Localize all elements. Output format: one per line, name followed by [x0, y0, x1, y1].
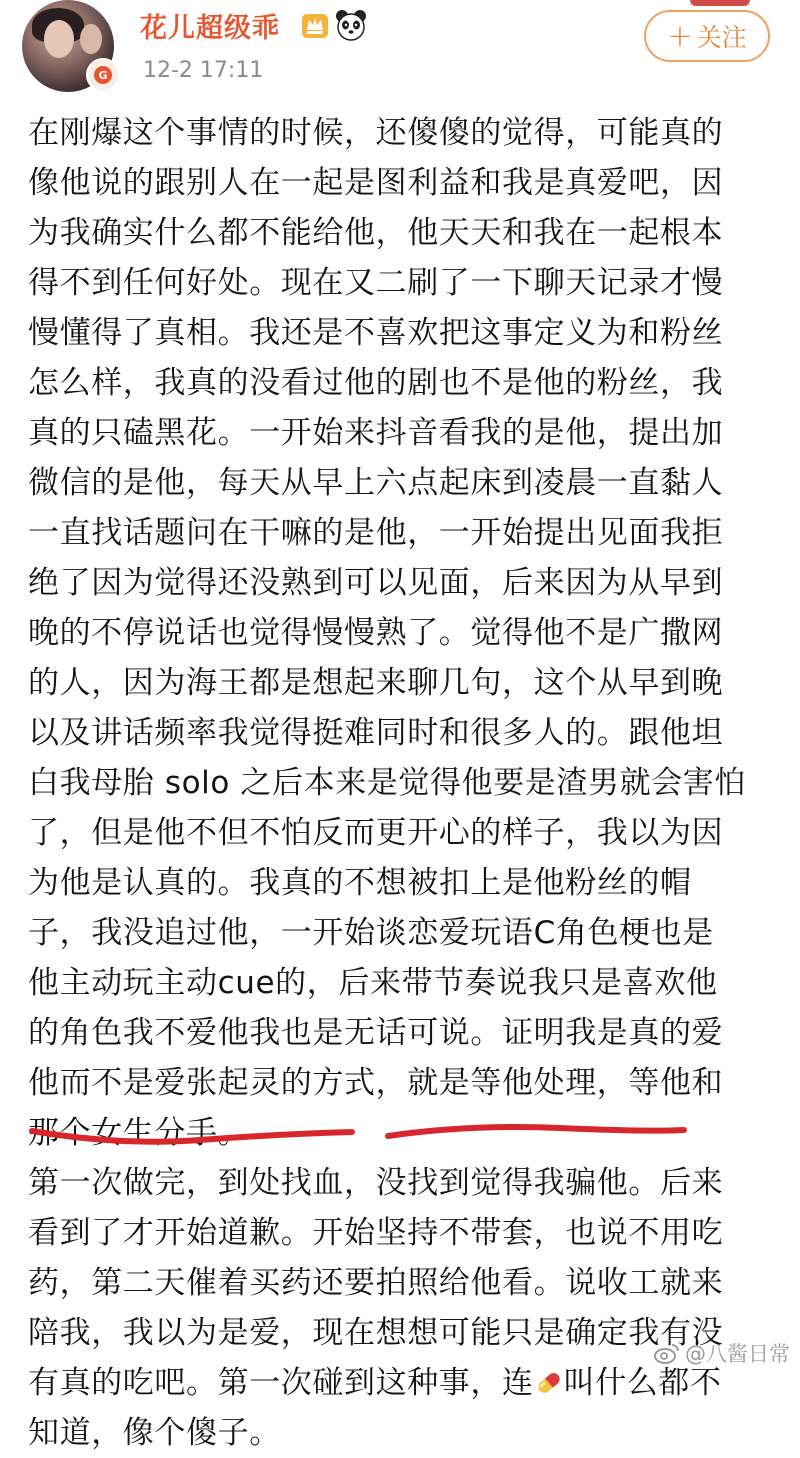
post-line: 他而不是爱张起灵的方式，就是等他处理，等他和 — [28, 1065, 724, 1101]
post-header — [0, 0, 800, 100]
post-line: 以及讲话频率我觉得挺难同时和很多人的。跟他坦 — [28, 715, 724, 751]
post-line: 他主动玩主动cue的，后来带节奏说我只是喜欢他 — [28, 965, 718, 1001]
post-timestamp: 12-2 17:11 — [143, 58, 264, 83]
post-line: 绝了因为觉得还没熟到可以见面，后来因为从早到 — [28, 565, 724, 601]
badge-dot: G — [94, 66, 112, 84]
crown-badge-icon — [300, 10, 330, 40]
post-line-underlined: 第一次做完，到处找血，没找到觉得我骗他。后来 — [28, 1165, 724, 1201]
post-line: 陪我，我以为是爱，现在想想可能只是确定我有没 — [28, 1315, 724, 1351]
watermark-text: @八酱日常 — [685, 1342, 790, 1366]
follow-button[interactable] — [644, 10, 770, 62]
post-line: 慢懂得了真相。我还是不喜欢把这事定义为和粉丝 — [28, 315, 724, 351]
post-line: 药，第二天催着买药还要拍照给他看。说收工就来 — [28, 1265, 724, 1301]
pill-icon — [534, 1368, 564, 1398]
post-line: 一直找话题问在干嘛的是他，一开始提出见面我拒 — [28, 515, 724, 551]
plus-icon: + — [667, 18, 693, 54]
post-line: 为我确实什么都不能给他，他天天和我在一起根本 — [28, 215, 724, 251]
verified-badge-icon — [86, 58, 120, 92]
weibo-icon — [653, 1341, 681, 1365]
top-decoration — [690, 0, 750, 6]
post-body — [28, 108, 778, 1458]
post-line: 得不到任何好处。现在又二刷了一下聊天记录才慢 — [28, 265, 724, 301]
post-line: 的角色我不爱他我也是无话可说。证明我是真的爱 — [28, 1015, 724, 1051]
post-line: 白我母胎 solo 之后本来是觉得他要是渣男就会害怕 — [28, 765, 747, 801]
post-line: 像他说的跟别人在一起是图利益和我是真爱吧，因 — [28, 165, 724, 201]
post-line: 了，但是他不但不怕反而更开心的样子，我以为因 — [28, 815, 724, 851]
post-line: 子，我没追过他，一开始谈恋爱玩语C角色梗也是 — [28, 915, 714, 951]
post-line: 晚的不停说话也觉得慢慢熟了。觉得他不是广撒网 — [28, 615, 724, 651]
follow-label: 关注 — [696, 23, 747, 52]
post-line-text: 叫什么都不 — [563, 1365, 722, 1401]
post-line: 真的只磕黑花。一开始来抖音看我的是他，提出加 — [28, 415, 724, 451]
watermark — [653, 1338, 790, 1368]
post-line: 在刚爆这个事情的时候，还傻傻的觉得，可能真的 — [28, 115, 724, 151]
post-line: 的人，因为海王都是想起来聊几句，这个从早到晚 — [28, 665, 724, 701]
post-line: 知道，像个傻子。 — [28, 1415, 281, 1451]
post-line: 为他是认真的。我真的不想被扣上是他粉丝的帽 — [28, 865, 692, 901]
post-line: 看到了才开始道歉。开始坚持不带套，也说不用吃 — [28, 1215, 724, 1251]
post-line: 怎么样，我真的没看过他的剧也不是他的粉丝，我 — [28, 365, 724, 401]
post-line: 那个女生分手。 — [28, 1115, 250, 1151]
username[interactable]: 花儿超级乖 — [140, 13, 280, 44]
post-line-text: 有真的吃吧。第一次碰到这种事，连 — [28, 1365, 534, 1401]
post-line: 微信的是他，每天从早上六点起床到凌晨一直黏人 — [28, 465, 724, 501]
panda-icon — [334, 8, 368, 42]
